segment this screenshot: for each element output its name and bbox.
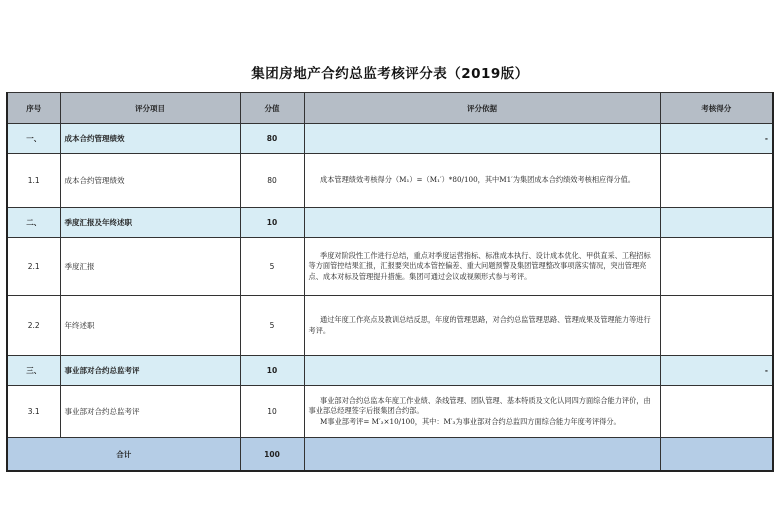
section-item: 成本合约管理绩效 <box>60 124 240 154</box>
row-score: 5 <box>240 238 304 296</box>
section-basis <box>304 356 660 386</box>
section-score: 80 <box>240 124 304 154</box>
section-basis <box>304 208 660 238</box>
row-basis: 成本管理绩效考核得分（M₁）=（M₁′）*80/100，其中M1′为集团成本合约绩效考核相应得分值。 <box>304 154 660 208</box>
header-basis: 评分依据 <box>304 93 660 124</box>
total-result[interactable] <box>660 438 773 472</box>
row-result[interactable] <box>660 154 773 208</box>
section-result[interactable]: - <box>660 356 773 386</box>
section-row-2 <box>7 208 773 238</box>
total-label: 合计 <box>7 438 240 472</box>
row-basis: 通过年度工作亮点及教训总结反思，年度的管理思路，对合约总监管理思路、管理成果及管理能力等进行考评。 <box>304 296 660 356</box>
section-no: 一、 <box>7 124 60 154</box>
row-score: 80 <box>240 154 304 208</box>
table-header-row <box>7 93 773 124</box>
table-row <box>7 296 773 356</box>
row-basis: 季度对阶段性工作进行总结，重点对季度运营指标、标准成本执行、设计成本优化、甲供直采、工程招标等方面管控结果汇报，汇报要突出成本管控偏差、重大问题预警及集团管理整改事项落实情况，突出管理亮点、成本对标及管理提升措施。集团可通过会议或视频形式参与考评。 <box>304 238 660 296</box>
row-score: 10 <box>240 386 304 438</box>
row-item: 年终述职 <box>60 296 240 356</box>
row-no: 1.1 <box>7 154 60 208</box>
section-result[interactable] <box>660 208 773 238</box>
section-no: 二、 <box>7 208 60 238</box>
row-no: 2.1 <box>7 238 60 296</box>
section-score: 10 <box>240 356 304 386</box>
row-result[interactable] <box>660 386 773 438</box>
section-item: 事业部对合约总监考评 <box>60 356 240 386</box>
row-item: 事业部对合约总监考评 <box>60 386 240 438</box>
row-result[interactable] <box>660 238 773 296</box>
sheet-title: 集团房地产合约总监考核评分表（2019版） <box>251 66 529 82</box>
total-basis <box>304 438 660 472</box>
section-result[interactable]: - <box>660 124 773 154</box>
section-basis <box>304 124 660 154</box>
section-item: 季度汇报及年终述职 <box>60 208 240 238</box>
section-row-1 <box>7 124 773 154</box>
row-item: 成本合约管理绩效 <box>60 154 240 208</box>
header-result: 考核得分 <box>660 93 773 124</box>
row-basis: 事业部对合约总监本年度工作业绩、条线管理、团队管理、基本特质及文化认同四方面综合能力评价，由事业部总经理签字后报集团合约部。 M事业部考评= M′₃×10/100，其中：M′₃为事业部对合约总监四方面综合能力年度考评得分。 <box>304 386 660 438</box>
row-result[interactable] <box>660 296 773 356</box>
section-no: 三、 <box>7 356 60 386</box>
total-score: 100 <box>240 438 304 472</box>
row-no: 2.2 <box>7 296 60 356</box>
header-item: 评分项目 <box>60 93 240 124</box>
total-row <box>7 438 773 472</box>
section-score: 10 <box>240 208 304 238</box>
header-score: 分值 <box>240 93 304 124</box>
header-no: 序号 <box>7 93 60 124</box>
table-row <box>7 386 773 438</box>
row-no: 3.1 <box>7 386 60 438</box>
table-row <box>7 238 773 296</box>
row-item: 季度汇报 <box>60 238 240 296</box>
row-score: 5 <box>240 296 304 356</box>
score-table <box>6 92 774 472</box>
table-row <box>7 154 773 208</box>
section-row-3 <box>7 356 773 386</box>
